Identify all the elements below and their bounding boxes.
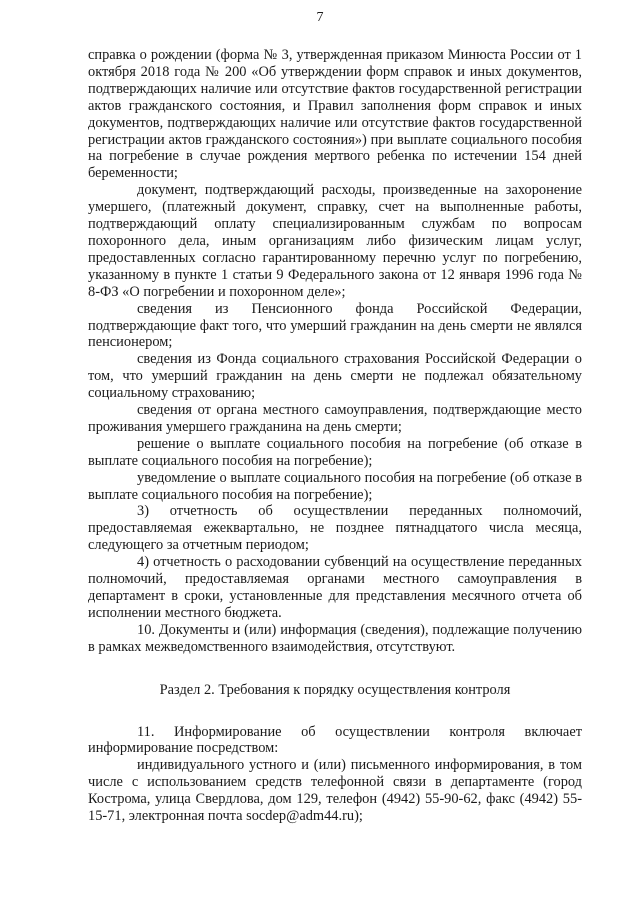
section-heading: Раздел 2. Требования к порядку осуществления контроля	[159, 681, 511, 698]
paragraph-expense-document: документ, подтверждающий расходы, произведенные на захоронение умершего, (платежный документ, справку, счет на выполненные работы, подтверждающий оплату специализированным службам по вопросам похоронного дела, иным организациям либо физическим лицам услуг, предоставленных согласно гарантированному перечню услуг по погребению, указанному в пункте 1 статьи 9 Федерального закона от 12 января 1996 года № 8-ФЗ «О погребении и похоронном деле»;	[88, 182, 582, 300]
paragraph-local-government-info: сведения от органа местного самоуправления, подтверждающие место проживания умершего гражданина на день смерти;	[88, 402, 582, 435]
paragraph-birth-certificate: справка о рождении (форма № 3, утвержденная приказом Минюста России от 1 октября 2018 года № 200 «Об утверждении форм справок и иных документов, подтверждающих наличие или отсутствие фактов государственной регистрации актов гражданского состояния, и Правил заполнения форм справок и иных документов, подтверждающих наличие или отсутствие фактов государственной регистрации актов гражданского состояния») при выплате социального пособия на погребение в случае рождения мертвого ребенка по истечении 154 дней беременности;	[88, 47, 582, 182]
paragraph-clause-11: 11. Информирование об осуществлении контроля включает информирование посредством:	[88, 723, 582, 757]
paragraph-individual-informing: индивидуального устного и (или) письменного информирования, в том числе с использованием средств телефонной связи в департаменте (город Кострома, улица Свердлова, дом 129, телефон (4942) 55-90-62, факс (4942) 55-15-71, электронная почта socdep@adm44.ru);	[88, 757, 582, 825]
paragraph-payment-notice: уведомление о выплате социального пособия на погребение (об отказе в выплате социального пособия на погребение);	[88, 469, 582, 503]
paragraph-item-3-reporting: 3) отчетность об осуществлении переданных полномочий, предоставляемая ежеквартально, не позднее пятнадцатого числа месяца, следующего за отчетным периодом;	[88, 503, 582, 554]
paragraph-payment-decision: решение о выплате социального пособия на погребение (об отказе в выплате социального пособия на погребение);	[88, 435, 582, 469]
paragraph-social-insurance-info: сведения из Фонда социального страхования Российской Федерации о том, что умерший гражданин на день смерти не подлежал обязательному социальному страхованию;	[88, 351, 582, 402]
paragraph-pension-fund-info: сведения из Пенсионного фонда Российской Федерации, подтверждающие факт того, что умерший гражданин на день смерти не являлся пенсионером;	[88, 300, 582, 351]
paragraph-clause-10: 10. Документы и (или) информация (сведения), подлежащие получению в рамках межведомственного взаимодействия, отсутствуют.	[88, 621, 582, 655]
paragraph-item-4-subvention-reporting: 4) отчетность о расходовании субвенций на осуществление переданных полномочий, предоставляемая органами местного самоуправления в департамент в сроки, установленные для представления месячного отчета об исполнении местного бюджета.	[88, 554, 582, 621]
page-number: 7	[316, 10, 324, 25]
document-body	[88, 47, 582, 825]
